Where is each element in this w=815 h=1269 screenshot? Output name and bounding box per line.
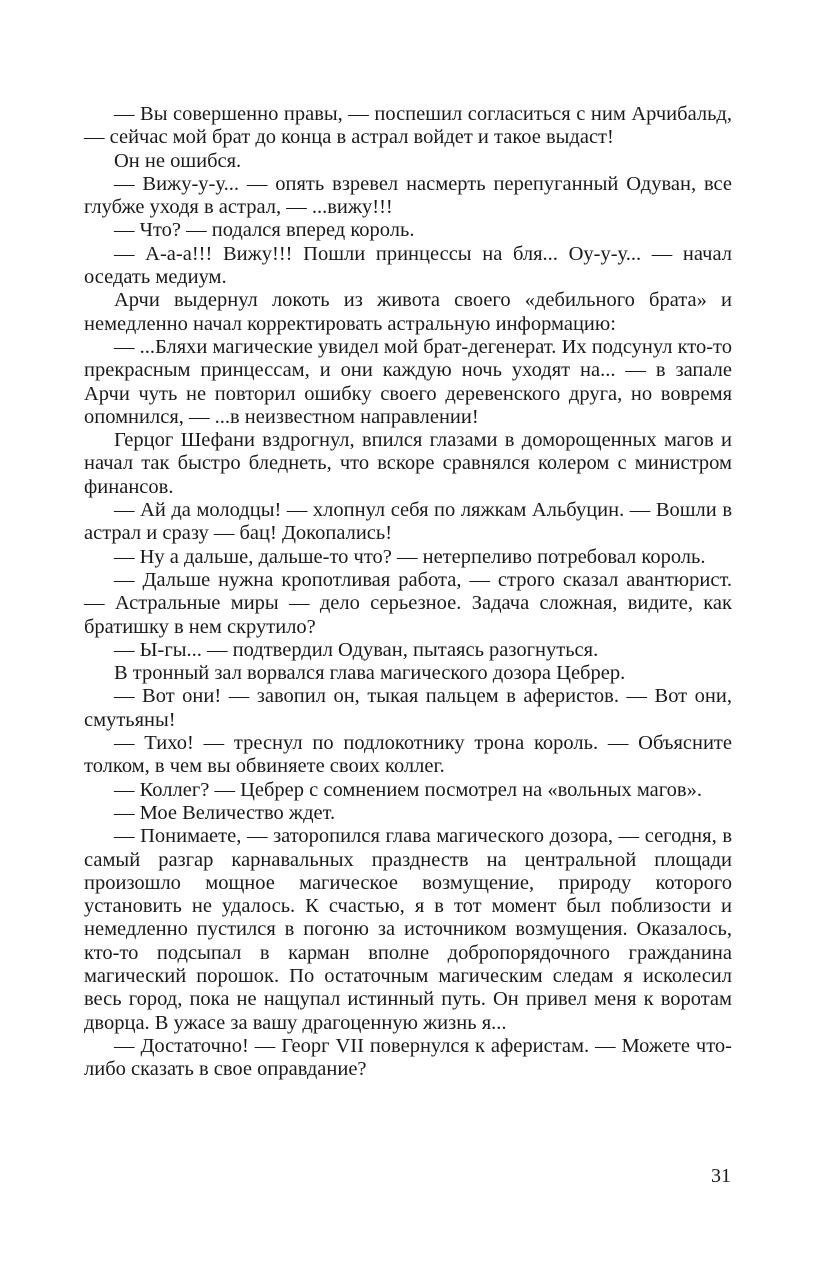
- paragraph: — Ай да молодцы! — хлопнул себя по ляжкам Альбуцин. — Вошли в астрал и сразу — бац! Докопались!: [84, 499, 732, 545]
- paragraph: — ...Бляхи магические увидел мой брат-дегенерат. Их подсунул кто-то прекрасным принцессам, и они каждую ночь уходят на... — в запале Арчи чуть не повторил ошибку своего деревенского друга, но вовремя опомнился, — ...в неизвестном направлении!: [84, 335, 732, 428]
- paragraph: Он не ошибся.: [114, 149, 242, 172]
- paragraph: — Ну а дальше, дальше-то что? — нетерпеливо потребовал король.: [114, 545, 706, 568]
- paragraph: — Понимаете, — заторопился глава магического дозора, — сегодня, в самый разгар карнавальных празднеств на центральной площади произошло мощное магическое возмущение, природу которого установить не удалось. К счастью, я в тот момент был поблизости и немедленно пустился в погоню за источником возмущения. Оказалось, кто-то подсыпал в карман вполне добропорядочного гражданина магический порошок. По остаточным магическим следам я исколесил весь город, пока не нащупал истинный путь. Он привел меня к воротам дворца. В ужасе за вашу драгоценную жизнь я...: [84, 825, 732, 1034]
- page-number: 31: [711, 1165, 731, 1187]
- paragraph: Герцог Шефани вздрогнул, впился глазами в доморощенных магов и начал так быстро бледнеть, что вскоре сравнялся колером с министром финансов.: [84, 429, 732, 498]
- paragraph: — Ы-гы... — подтвердил Одуван, пытаясь разогнуться.: [114, 638, 599, 661]
- paragraph: В тронный зал ворвался глава магического дозора Цебрер.: [114, 662, 626, 685]
- paragraph: — Вы совершенно правы, — поспешил согласиться с ним Арчибальд, — сейчас мой брат до конца в астрал войдет и такое выдаст!: [84, 103, 732, 149]
- paragraph: — Дальше нужна кропотливая работа, — строго сказал авантюрист. — Астральные миры — дело серьезное. Задача сложная, видите, как братишку в нем скрутило?: [84, 568, 732, 638]
- paragraph: — Мое Величество ждет.: [114, 801, 336, 824]
- paragraph: — Что? — подался вперед король.: [114, 219, 415, 242]
- paragraph: — Вижу-у-у... — опять взревел насмерть перепуганный Одуван, все глубже уходя в астрал, — ...вижу!!!: [84, 172, 732, 219]
- paragraph: — А-а-а!!! Вижу!!! Пошли принцессы на бля... Оу-у-у... — начал оседать медиум.: [84, 242, 732, 289]
- paragraph: — Вот они! — завопил он, тыкая пальцем в аферистов. — Вот они, смутьяны!: [84, 685, 732, 731]
- paragraph: — Достаточно! — Георг VII повернулся к аферистам. — Можете что-либо сказать в свое оправдание?: [84, 1034, 732, 1081]
- paragraph: Арчи выдернул локоть из живота своего «дебильного брата» и немедленно начал корректировать астральную информацию:: [84, 289, 732, 335]
- paragraph: — Тихо! — треснул по подлокотнику трона король. — Объясните толком, в чем вы обвиняете своих коллег.: [84, 732, 732, 778]
- paragraph: — Коллег? — Цебрер с сомнением посмотрел на «вольных магов».: [114, 778, 702, 801]
- body-text: [84, 103, 732, 1081]
